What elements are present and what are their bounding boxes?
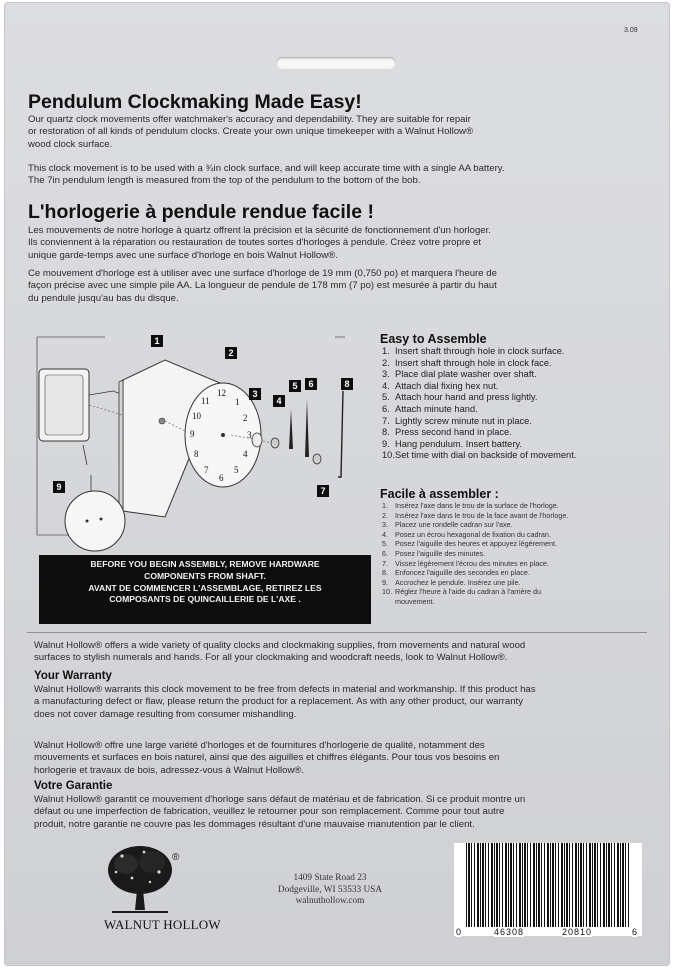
callout-4: 4: [273, 395, 285, 407]
svg-text:4: 4: [243, 449, 248, 459]
steps-english: [382, 346, 576, 462]
barcode-digits-left: 46308: [494, 927, 525, 937]
step-item: 1. Insert shaft through hole in clock surface.: [382, 346, 565, 356]
svg-text:1: 1: [235, 397, 240, 407]
heading-french: L'horlogerie à pendule rendue facile !: [28, 201, 374, 223]
barcode-bars: [466, 843, 630, 927]
svg-text:2: 2: [243, 413, 248, 423]
walnut-tree-logo: [104, 842, 176, 914]
callout-9: 9: [53, 481, 65, 493]
step-item: 8. Enfoncez l'aiguille des secondes en place.: [382, 568, 530, 578]
svg-text:10: 10: [192, 411, 201, 421]
svg-text:11: 11: [201, 396, 210, 406]
heading-english: Pendulum Clockmaking Made Easy!: [28, 91, 362, 113]
barcode-digit-check: 6: [632, 927, 638, 937]
callout-8: 8: [341, 378, 353, 390]
step-item: 9. Accrochez le pendule. Insérez une pile.: [382, 577, 521, 587]
step-item: 2. Insérez l'axe dans le trou de la face avant de l'horloge.: [382, 510, 569, 520]
step-item: 3. Place dial plate washer over shaft.: [382, 369, 537, 380]
supplies-english: Walnut Hollow® offers a wide variety of quality clocks and clockmaking supplies, from movements and natural wood surfaces to stylish numerals and hands. For all your clockmaking and woodcraft needs, look to Walnut Hollow®.: [34, 640, 526, 664]
intro-french: Les mouvements de notre horloge à quartz offrent la précision et la sécurité de fonctionnement d'un horloger. Ils conviennent à la réparation ou restauration de toutes sortes d'horloges à pendule. Créez votre propre et unique garde-temps avec une surface d'horloge en bois Walnut Hollow®.: [28, 225, 491, 261]
step-item: 4. Posez un écrou hexagonal de fixation du cadran.: [382, 529, 551, 539]
assembly-diagram: [35, 325, 370, 558]
address-block: 1409 State Road 23 Dodgeville, WI 53533 USA walnuthollow.com: [277, 873, 383, 907]
step-item: 5. Posez l'aiguille des heures et appuyez légèrement.: [382, 539, 557, 549]
step-item: 2. Insert shaft through hole in clock face.: [382, 357, 552, 368]
step-item: 6. Attach minute hand.: [382, 403, 478, 414]
svg-text:3: 3: [247, 430, 252, 440]
step-item: 4. Attach dial fixing hex nut.: [382, 380, 499, 391]
assemble-heading-english: Easy to Assemble: [380, 332, 487, 346]
svg-text:9: 9: [190, 429, 195, 439]
svg-text:7: 7: [204, 465, 209, 475]
steps-french: [382, 501, 568, 607]
svg-text:8: 8: [194, 449, 199, 459]
callout-6: 6: [305, 378, 317, 390]
step-item: 9. Hang pendulum. Insert battery.: [382, 438, 522, 449]
barcode-digit-first: 0: [456, 927, 462, 937]
step-item: 7. Vissez légèrement l'écrou des minutes en place.: [382, 558, 549, 568]
warranty-english: Walnut Hollow® warrants this clock movement to be free from defects in material and workmanship. If this product has a manufacturing defect or flaw, please return the product for a replacement. As with any other product, our warranty does not cover damage resulting from consumer mishandling.: [34, 684, 536, 720]
barcode-digits-right: 20810: [562, 927, 593, 937]
divider: [27, 632, 647, 633]
svg-text:12: 12: [217, 388, 226, 398]
callout-3: 3: [249, 388, 261, 400]
brand-name: WALNUT HOLLOW: [104, 917, 221, 932]
step-item: 8. Press second hand in place.: [382, 427, 512, 438]
assembly-illustration: [35, 325, 370, 553]
spec-french: Ce mouvement d'horloge est à utiliser avec une surface d'horloge de 19 mm (0,750 po) et marquera l'heure de façon précise avec une simple pile AA. La longueur de pendule de 178 mm (7 po) est mesurée à partir du haut du pendule jusqu'au bas du disque.: [28, 268, 497, 304]
step-item: 1. Insérez l'axe dans le trou de la surface de l'horloge.: [382, 501, 559, 510]
step-item: 6. Posez l'aiguille des minutes.: [382, 548, 486, 558]
warranty-heading-french: Votre Garantie: [34, 780, 113, 792]
callout-5: 5: [289, 380, 301, 392]
hang-hole: [276, 57, 396, 69]
assemble-heading-french: Facile à assembler :: [380, 487, 499, 501]
step-item: 10. Réglez l'heure à l'aide du cadran à l'arrière du: [382, 587, 541, 597]
callout-7: 7: [317, 485, 329, 497]
callout-2: 2: [225, 347, 237, 359]
step-item: 5. Attach hour hand and press lightly.: [382, 392, 538, 403]
product-code: 3.09: [624, 27, 638, 34]
intro-english: Our quartz clock movements offer watchmaker's accuracy and dependability. They are suitable for repair or restoration of all kinds of pendulum clocks. Create your own unique timekeeper with a Walnut Hollow® wood clock surface.: [28, 114, 474, 150]
svg-text:6: 6: [219, 473, 224, 483]
callout-1: 1: [151, 335, 163, 347]
spec-english: This clock movement is to be used with a ¾in clock surface, and will keep accurate time with a single AA battery. The 7in pendulum length is measured from the top of the pendulum to the bottom of the bob.: [28, 163, 505, 187]
warranty-heading-english: Your Warranty: [34, 670, 112, 682]
warranty-french: Walnut Hollow® garantit ce mouvement d'horloge sans défaut de matériau et de fabrication. Si ce produit montre un défaut ou une imperfection de fabrication, veuillez le retourner pour son remplacement. Comme pour tout autre produit, notre garantie ne couvre pas les dommages résultant d'une mauvaise manutention par le client.: [34, 794, 526, 830]
step-item: mouvement.: [395, 596, 435, 606]
supplies-french: Walnut Hollow® offre une large variété d'horloges et de fournitures d'horlogerie de qualité, notamment des mouvements et surfaces en bois naturel, ainsi que des aiguilles et chiffres élégants. Pour tous vos besoins en horlogerie et travaux de bois, adressez-vous à Walnut Hollow®.: [34, 740, 500, 776]
registered-mark: ®: [172, 852, 180, 863]
step-item: 7. Lightly screw minute nut in place.: [382, 415, 532, 426]
svg-text:5: 5: [234, 465, 239, 475]
step-item: 3. Placez une rondelle cadran sur l'axe.: [382, 520, 513, 530]
step-item: 10.Set time with dial on backside of movement.: [382, 450, 577, 461]
barcode: [454, 843, 642, 936]
warning-box: BEFORE YOU BEGIN ASSEMBLY, REMOVE HARDWARE COMPONENTS FROM SHAFT. AVANT DE COMMENCER L'ASSEMBLAGE, RETIREZ LES COMPOSANTS DE QUINCAILLERIE DE L'AXE .: [39, 555, 371, 624]
